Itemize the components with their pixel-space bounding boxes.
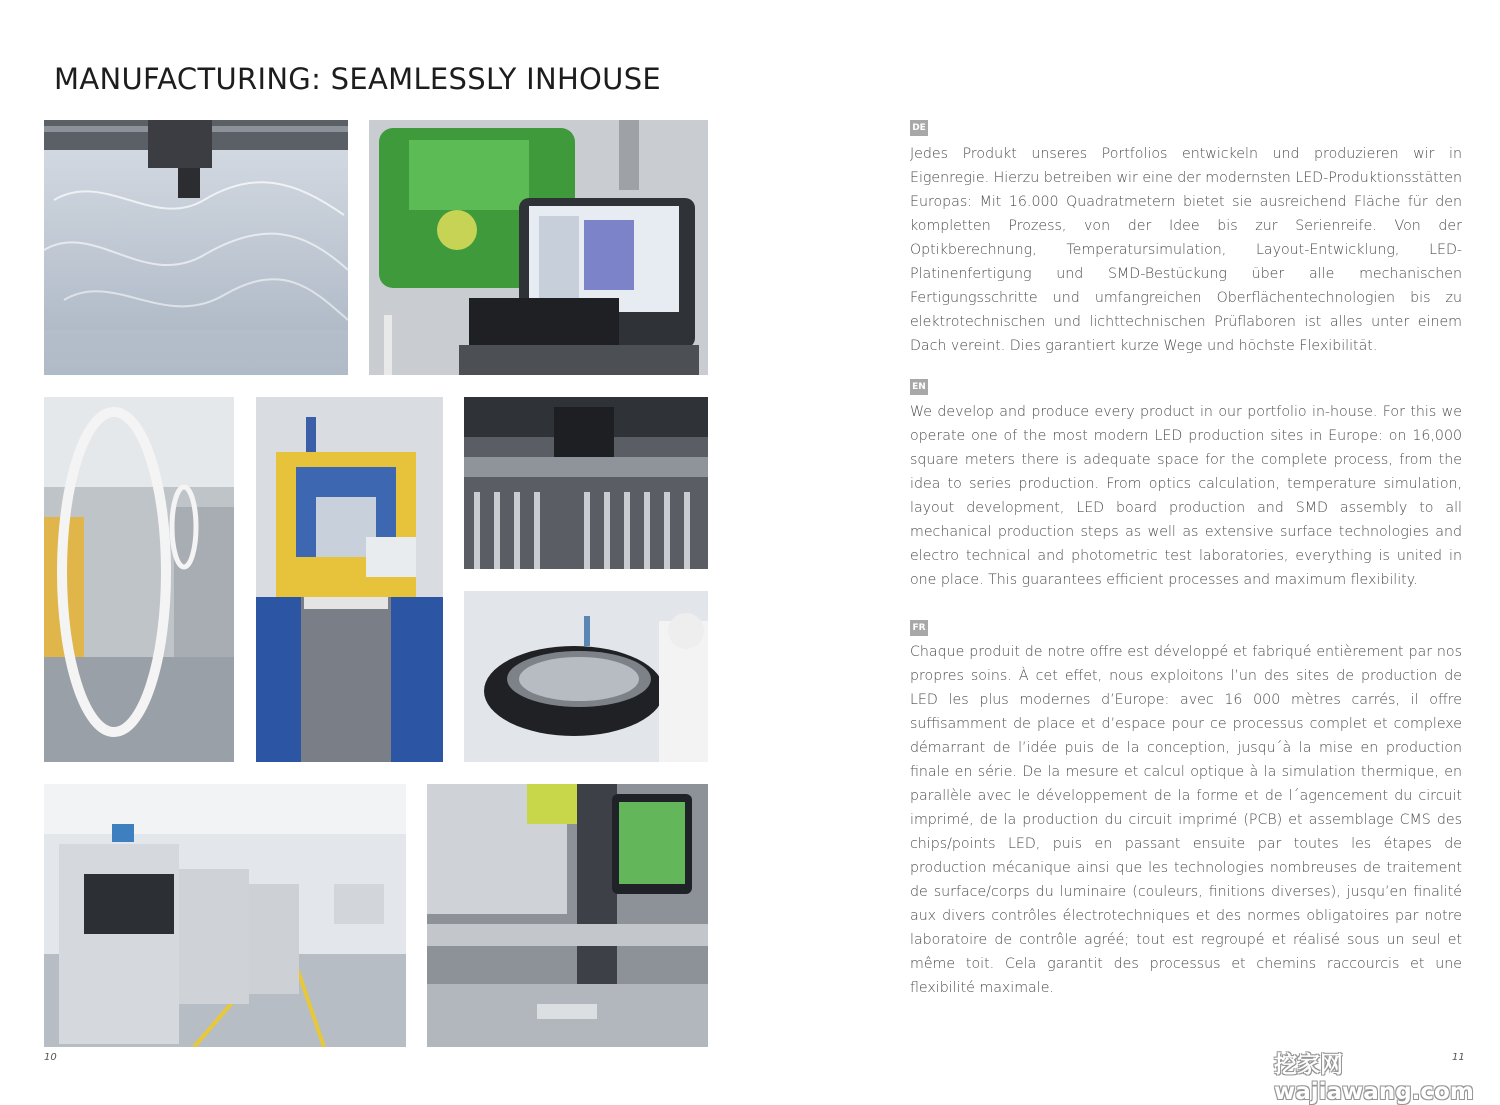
text-fr: Chaque produit de notre offre est développé et fabriqué entièrement par nos propres soins. À cet effet, nous exploitons l’un des sites de production de LED les plus modernes d’Europe: avec 16 000 mètres carrés, il offre suffisamment de place et d’espace pour ce processus complet et complexe démarrant de l’idée puis de la conception, jusqu´à la mise en production finale en série. De la mesure et calcul optique à la simulation thermique, en parallèle avec le développement de la forme et de l´agencement du circuit imprimé, de la production du circuit imprimé (PCB) et assemblage CMS des chips/points LED, puis en passant ensuite par toutes les étapes de production mécanique ainsi que les technologies nombreuses de traitement de surface/corps du luminaire (couleurs, finitions diverses), jusqu’en finalité aux divers contrôles électrotechniques et des normes obligatoires par notre laboratoire de contrôle agréé; tout est regroupé et réalisé sous un seul et même toit. Cela garantit des processus et chemins raccourcis et une flexibilité maximale. [910, 644, 1462, 996]
page-title: MANUFACTURING: SEAMLESSLY INHOUSE [54, 62, 662, 96]
photo-press-brake [427, 784, 708, 1047]
text-en: We develop and produce every product in our portfolio in-house. For this we operate one of the most modern LED production sites in Europe: on 16,000 square meters there is adequate space for the complete process, from the idea to series production. From optics calculation, temperature simulation, layout development, LED board production and SMD assembly to all mechanical production steps as well as extensive surface technologies and electro technical and photometric test laboratories, everything is united in one place. This guarantees efficient processes and maximum flexibility. [910, 404, 1462, 588]
page-number-right: 11 [1452, 1052, 1465, 1063]
text-de: Jedes Produkt unseres Portfolios entwickeln und produzieren wir in Eigenregie. Hierzu betreiben wir eine der modernsten LED-Produktionsstätten Europas: Mit 16.000 Quadratmetern bietet sie ausreichend Fläche für den kompletten Prozess, von der Idee bis zur Serienreife. Von der Optikberechnung, Temperatursimulation, Layout-Entwicklung, LED-Platinenfertigung und SMD-Bestückung über alle mechanischen Fertigungsschritte und umfangreichen Oberflächentechnologien bis zu elektrotechnischen und lichttechnischen Prüflaboren ist alles unter einem Dach vereint. Dies garantiert kurze Wege und höchste Flexibilität. [910, 146, 1462, 354]
photo-smd-assembly [464, 397, 708, 569]
watermark: 挖家网 wajiawang.com [1274, 1052, 1474, 1105]
photo-profile-machine [256, 397, 443, 762]
photo-ring-profile [44, 397, 234, 762]
photo-surface-coating [464, 591, 708, 762]
photo-cnc-cutting [44, 120, 348, 375]
lang-badge-de: DE [910, 120, 928, 136]
lang-badge-fr: FR [910, 620, 928, 636]
photo-laser-monitor [369, 120, 708, 375]
photo-production-hall [44, 784, 406, 1047]
page-number-left: 10 [44, 1052, 57, 1063]
lang-badge-en: EN [910, 379, 928, 395]
